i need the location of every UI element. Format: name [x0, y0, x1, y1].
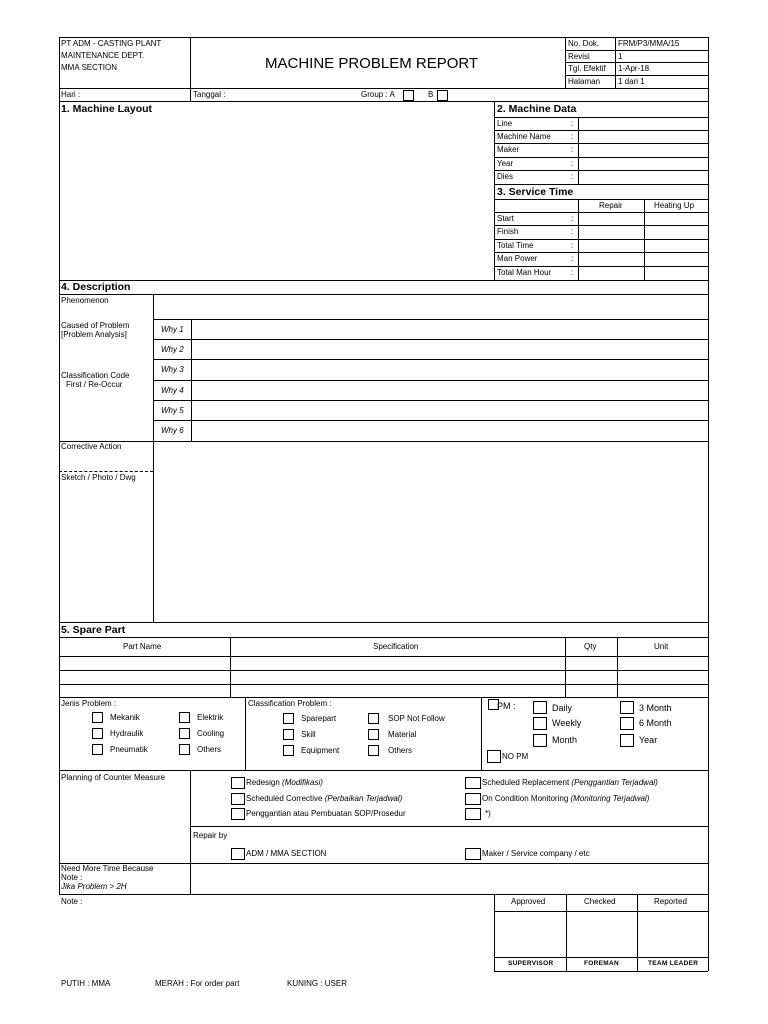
doc-info-value: FRM/P3/MMA/15 — [618, 39, 680, 48]
spare-part-col-header: Specification — [373, 642, 419, 651]
pm-label: PM : — [497, 701, 516, 711]
adm-mma-checkbox[interactable] — [231, 848, 245, 860]
service-row-label: Total Time — [497, 241, 534, 250]
caused-label: Caused of Problem — [61, 321, 130, 330]
option-label: Others — [197, 745, 222, 754]
note-label: Note : — [61, 897, 83, 906]
classification-code-label: Classification Code — [61, 371, 130, 380]
sop-not-follow-checkbox[interactable] — [368, 713, 379, 724]
colon: : — [571, 159, 574, 168]
why-label: Why 1 — [161, 325, 184, 334]
service-col-header: Heating Up — [654, 201, 695, 210]
tanggal-label: Tanggal : — [193, 90, 226, 99]
signature-role: SUPERVISOR — [508, 960, 554, 967]
planning-option: Scheduled Corrective (Perbaikan Terjadwal) — [246, 794, 403, 803]
page-title: MACHINE PROBLEM REPORT — [265, 55, 479, 72]
doc-info-label: Halaman — [568, 77, 601, 86]
need-time-condition: Jika Problem > 2H — [61, 882, 127, 891]
machine-data-label: Line — [497, 119, 513, 128]
planning-option: *) — [485, 809, 491, 818]
need-time-label: Need More Time Because — [61, 864, 154, 873]
colon: : — [571, 254, 574, 263]
sop-procedure-checkbox[interactable] — [231, 808, 245, 820]
footer-copy-legend: KUNING : USER — [287, 979, 348, 988]
scheduled-replacement-checkbox[interactable] — [465, 777, 481, 789]
option-label: Mekanik — [110, 713, 140, 722]
group-b-checkbox[interactable] — [437, 90, 448, 101]
colon: : — [571, 132, 574, 141]
section-title: 1. Machine Layout — [61, 103, 153, 115]
option-label: Material — [388, 730, 417, 739]
colon: : — [571, 172, 574, 181]
option-label: Year — [639, 735, 658, 745]
phenomenon-label: Phenomenon — [61, 296, 109, 305]
month-checkbox[interactable] — [533, 734, 547, 747]
doc-info-label: No. Dok. — [568, 39, 600, 48]
daily-checkbox[interactable] — [533, 701, 547, 714]
classification-code-label: First / Re-Occur — [66, 380, 123, 389]
option-label: 6 Month — [639, 718, 672, 728]
company-line: MMA SECTION — [61, 63, 118, 72]
caused-label: [Problem Analysis] — [61, 330, 127, 339]
service-row-label: Man Power — [497, 254, 538, 263]
option-label: Skill — [301, 730, 316, 739]
spare-part-col-header: Unit — [654, 642, 669, 651]
service-row-label: Total Man Hour — [497, 268, 552, 277]
option-label: Others — [388, 746, 413, 755]
group-label: Group : A — [361, 90, 395, 99]
option-label: Sparepart — [301, 714, 337, 723]
no-pm-checkbox[interactable] — [487, 750, 501, 763]
why-label: Why 5 — [161, 406, 184, 415]
why-label: Why 2 — [161, 345, 184, 354]
colon: : — [571, 145, 574, 154]
6-month-checkbox[interactable] — [620, 717, 634, 730]
hari-label: Hari : — [61, 90, 81, 99]
option-label: 3 Month — [639, 703, 672, 713]
mekanik-checkbox[interactable] — [92, 712, 103, 723]
planning-option: On Condition Monitoring (Monitoring Terjadwal) — [482, 794, 650, 803]
option-label: Cooling — [197, 729, 225, 738]
option-label: Weekly — [552, 718, 582, 728]
company-line: PT ADM - CASTING PLANT — [61, 39, 162, 48]
no-pm-label: NO PM — [502, 752, 529, 761]
machine-data-label: Machine Name — [497, 132, 551, 141]
section-title: 2. Machine Data — [497, 103, 577, 115]
doc-info-label: Tgl. Efektif — [568, 64, 606, 73]
service-row-label: Start — [497, 214, 514, 223]
doc-info-value: 1 dari 1 — [618, 77, 645, 86]
elektrik-checkbox[interactable] — [179, 712, 190, 723]
year-checkbox[interactable] — [620, 734, 634, 747]
option-label: SOP Not Follow — [388, 714, 445, 723]
option-label: Elektrik — [197, 713, 224, 722]
hydraulik-checkbox[interactable] — [92, 728, 103, 739]
need-time-note: Note : — [61, 873, 83, 882]
classification-problem-label: Classification Problem : — [248, 699, 332, 708]
class-others-checkbox[interactable] — [368, 745, 379, 756]
colon: : — [571, 214, 574, 223]
company-line: MAINTENANCE DEPT. — [61, 51, 145, 60]
colon: : — [571, 268, 574, 277]
option-label: Month — [552, 735, 578, 745]
others-checkbox[interactable] — [179, 744, 190, 755]
sketch-label: Sketch / Photo / Dwg — [61, 473, 136, 482]
scheduled-corrective-checkbox[interactable] — [231, 793, 245, 805]
planning-option: Penggantian atau Pembuatan SOP/Prosedur — [246, 809, 406, 818]
footer-copy-legend: PUTIH : MMA — [61, 979, 111, 988]
doc-info-value: 1 — [618, 52, 623, 61]
weekly-checkbox[interactable] — [533, 717, 547, 730]
option-label: Hydraulik — [110, 729, 144, 738]
repair-by-option: Maker / Service company / etc — [482, 849, 590, 858]
maker-service-checkbox[interactable] — [465, 848, 481, 860]
option-label: Pneumatik — [110, 745, 148, 754]
colon: : — [571, 241, 574, 250]
condition-monitoring-checkbox[interactable] — [465, 793, 481, 805]
material-checkbox[interactable] — [368, 729, 379, 740]
why-label: Why 4 — [161, 386, 184, 395]
signature-header: Approved — [511, 897, 546, 906]
sparepart-checkbox[interactable] — [283, 713, 294, 724]
colon: : — [571, 227, 574, 236]
service-col-header: Repair — [599, 201, 623, 210]
group-a-checkbox[interactable] — [403, 90, 414, 101]
equipment-checkbox[interactable] — [283, 745, 294, 756]
skill-checkbox[interactable] — [283, 729, 294, 740]
why-label: Why 3 — [161, 365, 184, 374]
repair-by-label: Repair by — [193, 831, 228, 840]
section-title: 5. Spare Part — [61, 624, 126, 636]
corrective-action-label: Corrective Action — [61, 442, 122, 451]
signature-header: Checked — [584, 897, 616, 906]
group-b-label: B — [428, 90, 434, 99]
machine-data-label: Dies — [497, 172, 514, 181]
redesign-checkbox[interactable] — [231, 777, 245, 789]
why-label: Why 6 — [161, 426, 184, 435]
section-title: 4. Description — [61, 281, 131, 293]
section-title: 3. Service Time — [497, 186, 574, 198]
machine-data-label: Year — [497, 159, 514, 168]
service-row-label: Finish — [497, 227, 519, 236]
colon: : — [571, 119, 574, 128]
spare-part-col-header: Qty — [584, 642, 597, 651]
footer-copy-legend: MERAH : For order part — [155, 979, 240, 988]
spare-part-col-header: Part Name — [123, 642, 162, 651]
cooling-checkbox[interactable] — [179, 728, 190, 739]
planning-label: Planning of Counter Measure — [61, 773, 166, 782]
planning-option: Redesign (Modifikasi) — [246, 778, 323, 787]
option-label: Equipment — [301, 746, 340, 755]
doc-info-value: 1-Apr-18 — [618, 64, 650, 73]
signature-header: Reported — [654, 897, 687, 906]
planning-option: Scheduled Replacement (Penggantian Terjadwal) — [482, 778, 658, 787]
repair-by-option: ADM / MMA SECTION — [246, 849, 327, 858]
option-label: Daily — [552, 703, 573, 713]
jenis-problem-label: Jenis Problem : — [61, 699, 117, 708]
3-month-checkbox[interactable] — [620, 701, 634, 714]
signature-role: FOREMAN — [584, 960, 619, 967]
doc-info-label: Revisi — [568, 52, 590, 61]
machine-data-label: Maker — [497, 145, 520, 154]
signature-role: TEAM LEADER — [648, 960, 699, 967]
other-planning-checkbox[interactable] — [465, 808, 481, 820]
pneumatik-checkbox[interactable] — [92, 744, 103, 755]
